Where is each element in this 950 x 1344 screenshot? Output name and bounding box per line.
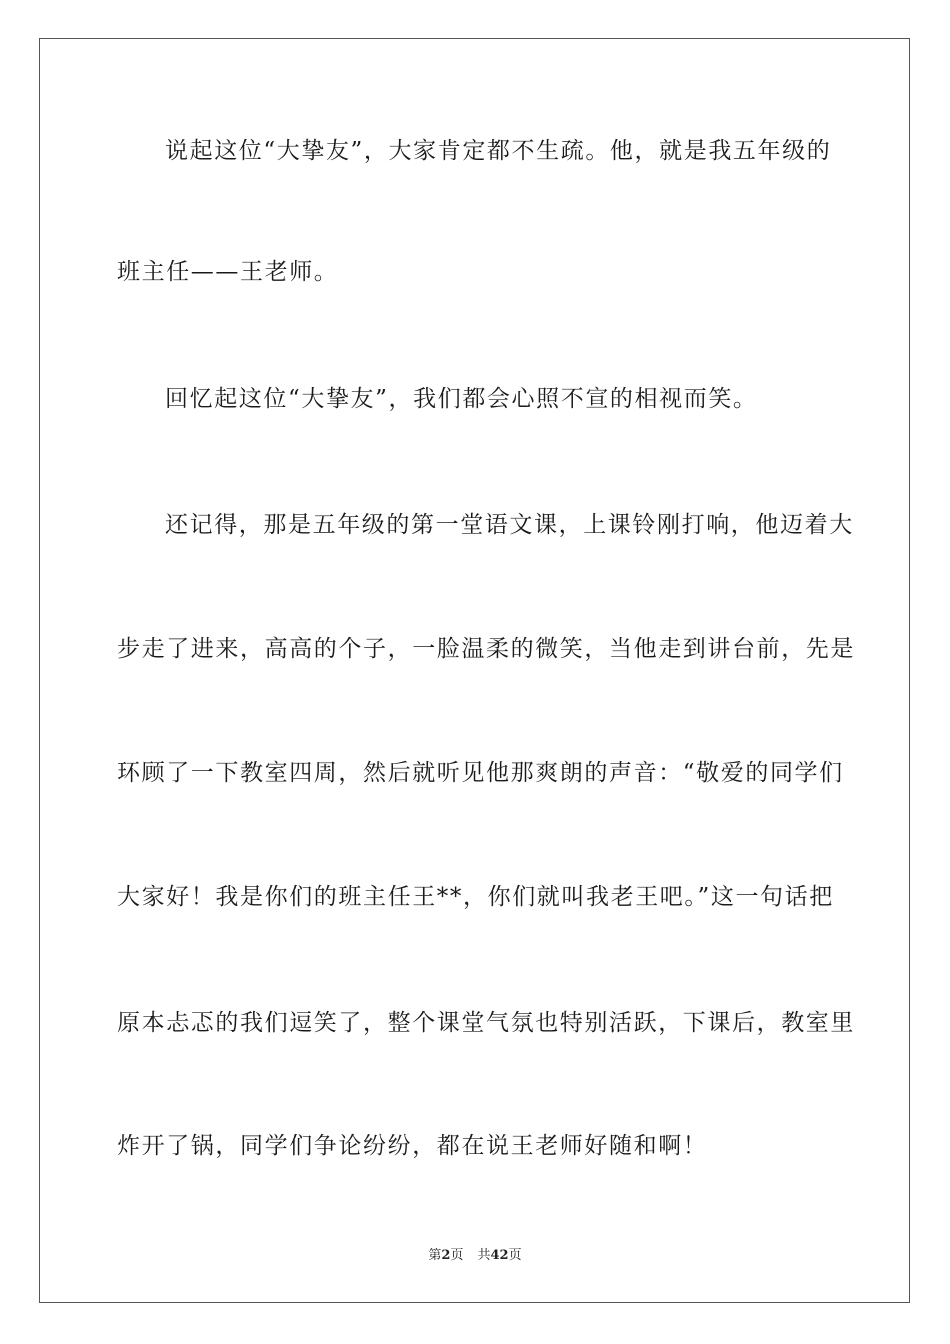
paragraph-line: 环顾了一下教室四周，然后就听见他那爽朗的声音：“敬爱的同学们 [117, 760, 844, 786]
paragraph-line: 原本忐忑的我们逗笑了，整个课堂气氛也特别活跃，下课后，教室里 [117, 1010, 855, 1036]
footer-total-suffix: 页 [508, 1248, 522, 1263]
paragraph-line: 大家好！我是你们的班主任王**，你们就叫我老王吧。”这一句话把 [117, 884, 834, 910]
page-border [39, 38, 910, 1303]
footer-total-prefix: 共 [477, 1248, 491, 1263]
paragraph-line: 回忆起这位“大挚友”，我们都会心照不宣的相视而笑。 [165, 386, 758, 412]
paragraph-line: 炸开了锅，同学们争论纷纷，都在说王老师好随和啊！ [117, 1133, 708, 1159]
paragraph-line: 步走了进来，高高的个子，一脸温柔的微笑，当他走到讲台前，先是 [117, 636, 855, 662]
page-footer [0, 1247, 950, 1265]
paragraph-line: 还记得，那是五年级的第一堂语文课，上课铃刚打响，他迈着大 [165, 512, 854, 538]
footer-total-pages: 42 [490, 1248, 509, 1263]
footer-page-suffix: 页 [450, 1248, 464, 1263]
footer-page-number: 2 [441, 1248, 451, 1263]
paragraph-line: 说起这位“大挚友”，大家肯定都不生疏。他，就是我五年级的 [165, 138, 832, 164]
footer-page-prefix: 第 [428, 1248, 442, 1263]
paragraph-line: 班主任——王老师。 [117, 259, 339, 285]
